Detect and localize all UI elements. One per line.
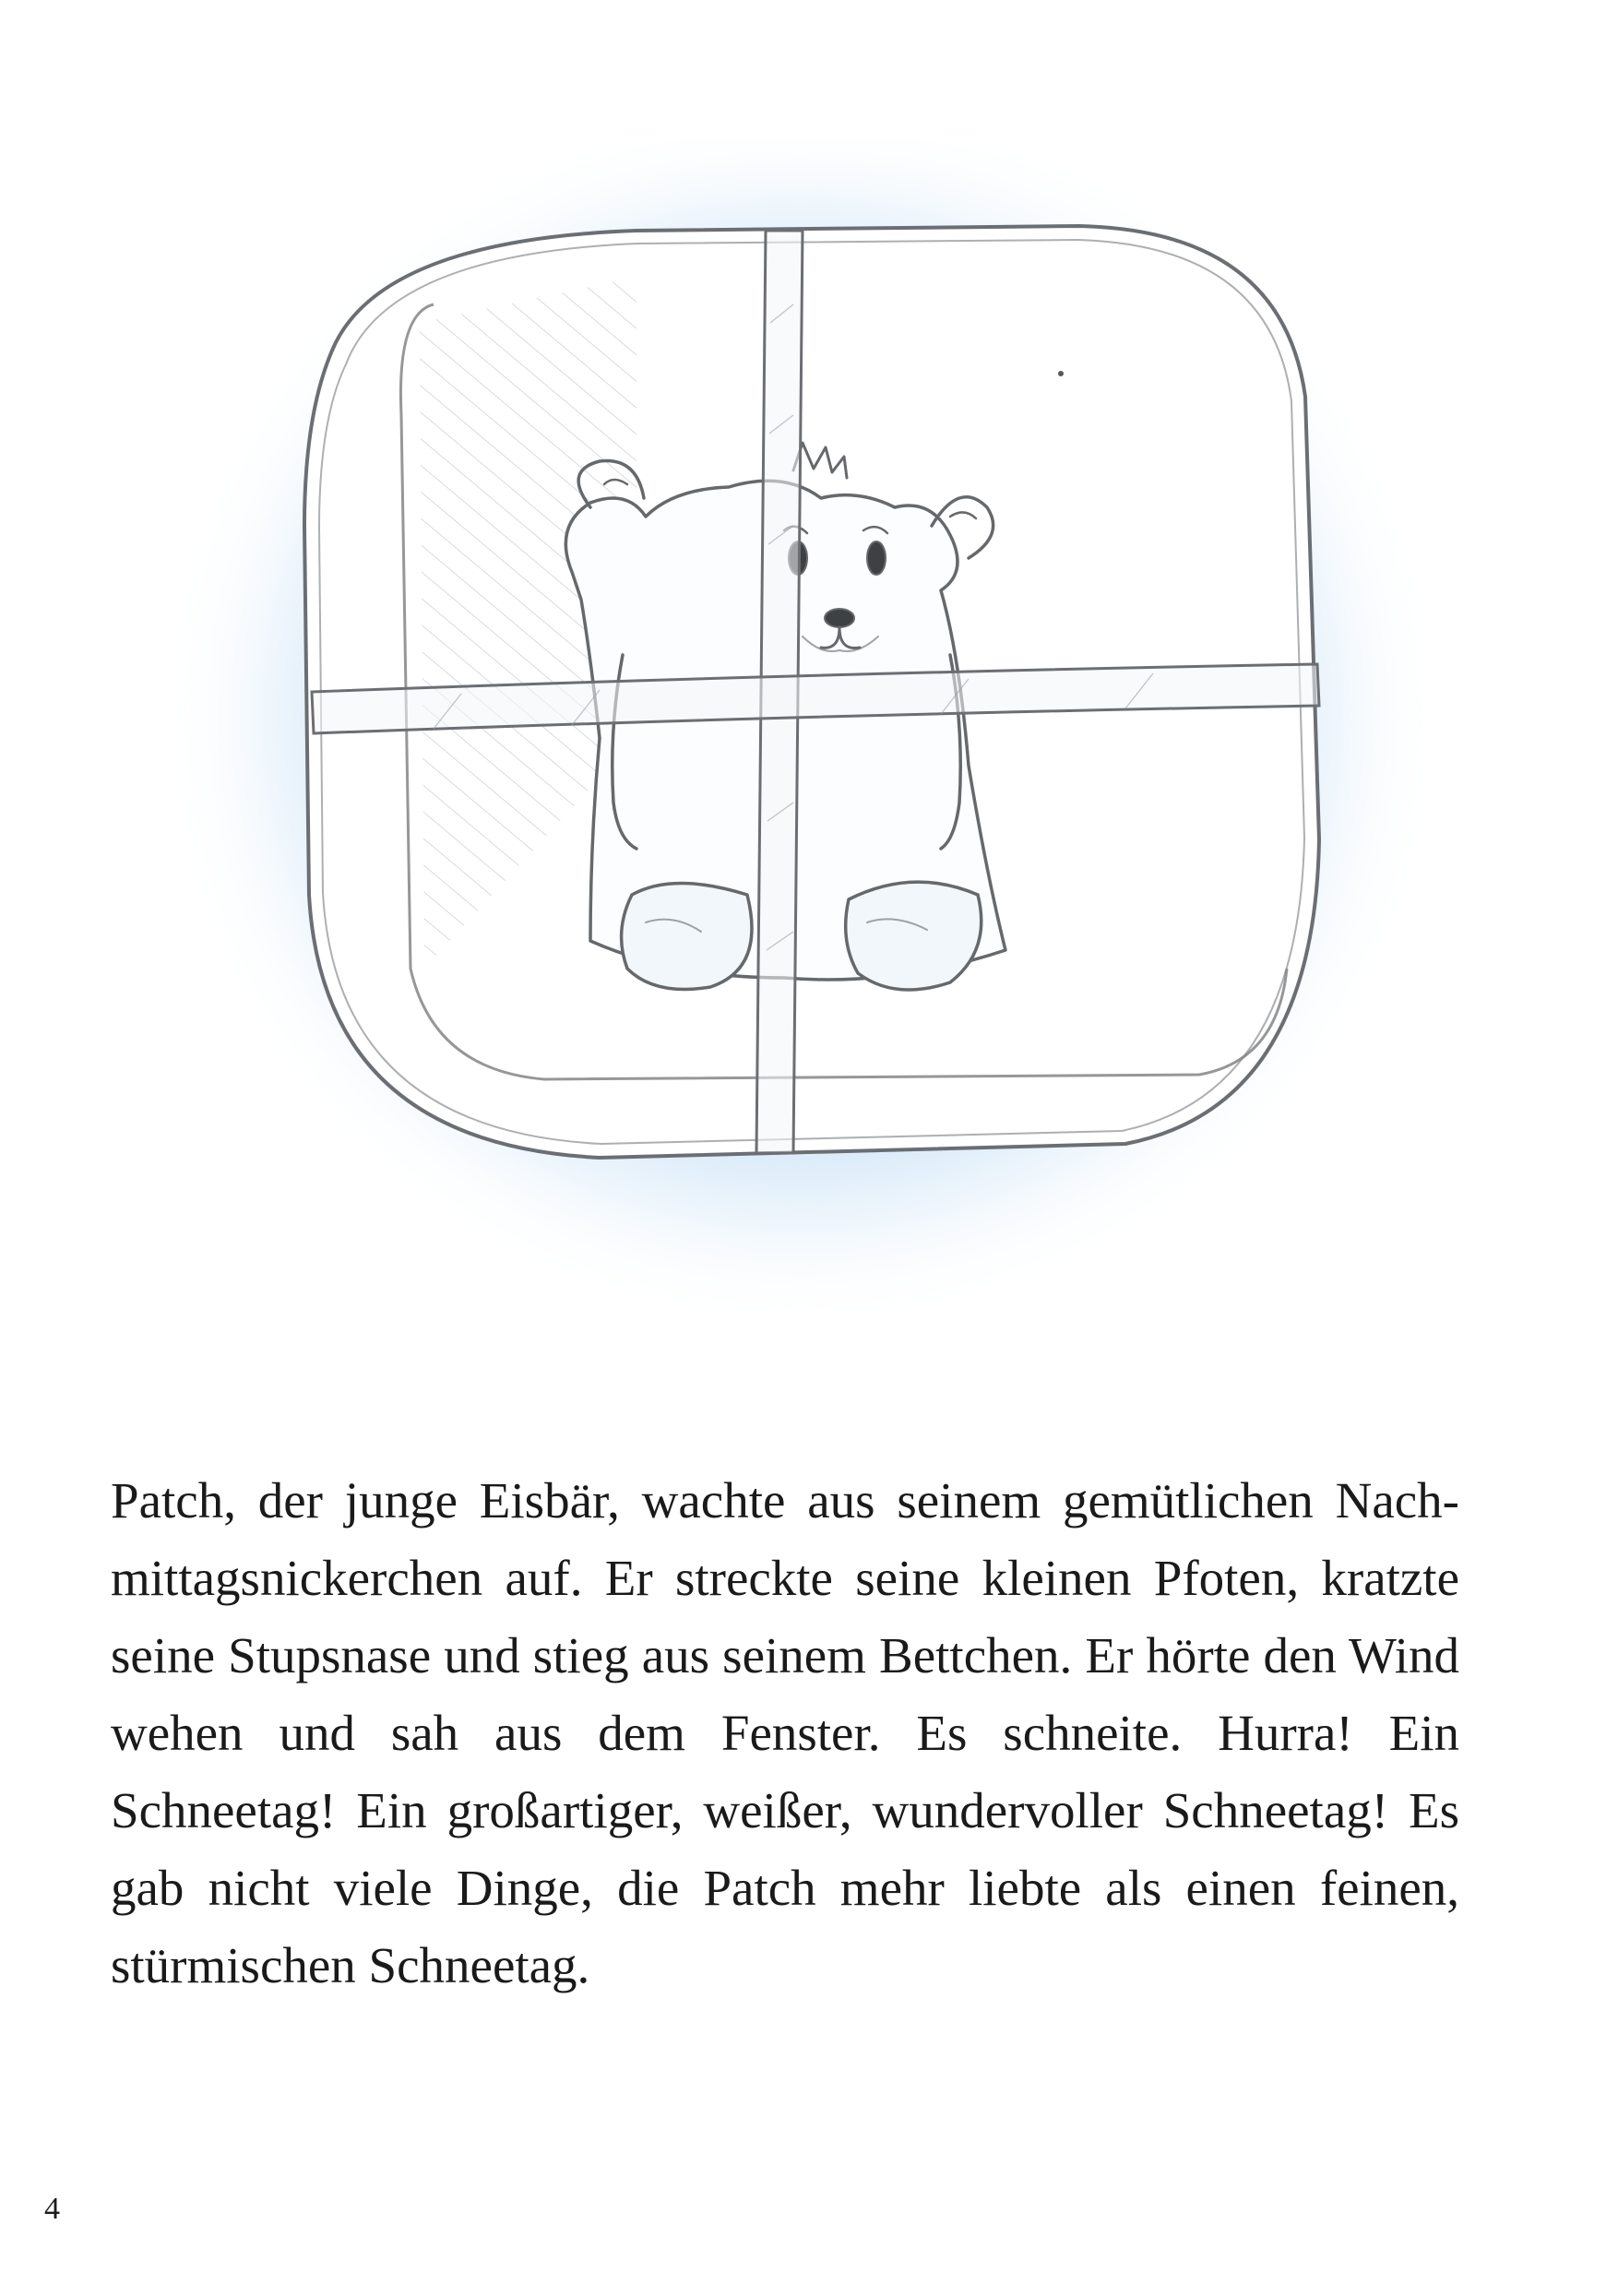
- story-paragraph: Patch, der junge Eisbär, wachte aus seinem gemütlichen Nachmittagsnickerchen auf. Er streckte seine kleinen Pfoten, kratzte seine Stupsnase und stieg aus seinem Bettchen. Er hörte den Wind wehen und sah aus dem Fenster. Es schneite. Hurra! Ein Schneetag! Ein großartiger, weißer, wundervoller Schneetag! Es gab nicht viele Dinge, die Patch mehr liebte als einen feinen, stürmischen Schneetag.: [111, 1472, 1459, 1993]
- page-number: 4: [44, 2192, 60, 2226]
- polar-bear-window-illustration: [157, 138, 1448, 1338]
